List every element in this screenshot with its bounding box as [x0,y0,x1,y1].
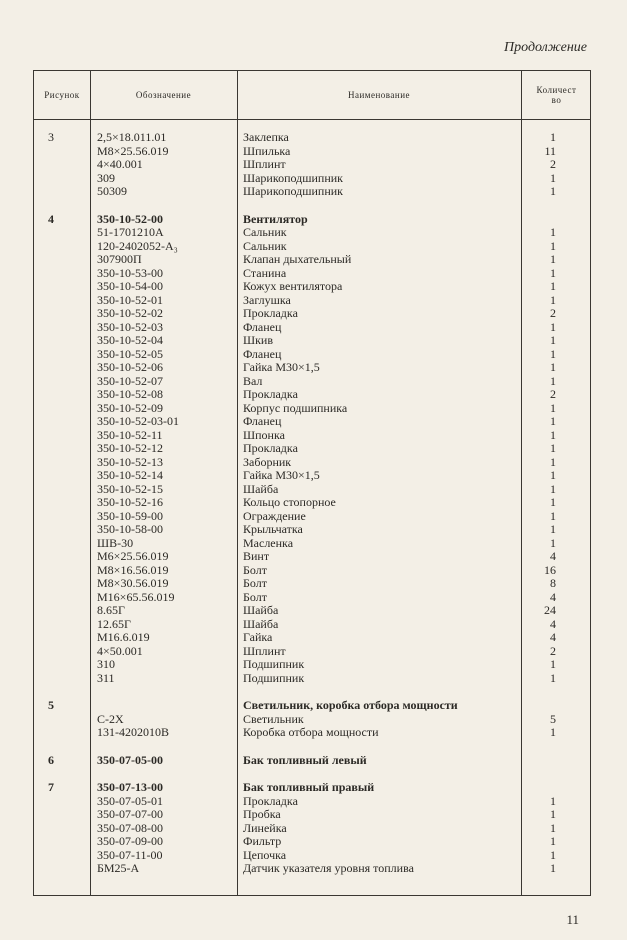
quantity-cell: 1 [550,508,556,523]
quantity-cell: 4 [550,549,556,563]
name-cell: Винт [243,549,270,563]
quantity-cell: 1 [550,414,556,428]
table-row [34,754,590,768]
designation-cell: 51-1701210А [97,225,164,239]
quantity-cell: 1 [550,820,556,835]
designation-cell: 350-10-54-00 [97,279,163,293]
table-row [34,429,590,443]
name-cell: Станина [243,265,287,280]
name-cell: Прокладка [243,306,298,320]
quantity-cell: 1 [550,333,556,347]
designation-cell: 131-4202010В [97,725,169,739]
name-cell: Заглушка [243,292,291,307]
table-row [34,294,590,308]
designation-cell: 350-07-11-00 [97,847,163,862]
designation-cell: 350-10-52-00 [97,211,163,226]
name-cell: Заборник [243,454,292,469]
designation-cell: 4×40.001 [97,157,143,171]
quantity-cell: 16 [544,562,556,577]
name-cell: Масленка [243,535,294,550]
quantity-cell: 1 [550,252,556,266]
table-row [34,172,590,186]
designation-cell: 350-10-59-00 [97,508,163,523]
table-row [34,483,590,497]
quantity-cell: 1 [550,847,556,862]
table-row [34,618,590,632]
table-row [34,645,590,659]
table-row [34,415,590,429]
name-cell: Клапан дыхательный [243,252,352,266]
designation-cell: М16.6.019 [97,630,150,644]
name-cell: Шайба [243,616,279,631]
quantity-cell: 1 [550,725,556,739]
table-row [34,564,590,578]
designation-cell: 350-10-52-06 [97,360,163,374]
designation-cell: 350-07-13-00 [97,780,163,794]
name-cell: Гайка М30×1,5 [243,360,320,374]
page-number: 11 [566,912,579,927]
name-cell: Прокладка [243,793,298,808]
name-cell: Подшипник [243,657,305,671]
quantity-cell: 1 [550,238,556,253]
name-cell: Болт [243,589,267,604]
figure-cell: 5 [48,698,54,712]
name-cell: Шарикоподшипник [243,184,344,198]
figure-cell: 4 [48,211,54,226]
table-row [34,862,590,876]
quantity-cell: 1 [550,225,556,239]
name-cell: Прокладка [243,387,298,401]
name-cell: Болт [243,562,267,577]
table-row [34,496,590,510]
table-row [34,713,590,727]
table-row [34,145,590,159]
quantity-cell: 1 [550,441,556,455]
quantity-cell: 1 [550,265,556,280]
quantity-cell: 1 [550,279,556,293]
quantity-cell: 1 [550,522,556,536]
designation-cell: 350-10-52-09 [97,400,163,415]
designation-cell: 350-10-52-07 [97,373,163,388]
name-cell: Шайба [243,603,279,617]
table-row [34,808,590,822]
header-figure: Рисунок [44,90,80,100]
table-row [34,672,590,686]
designation-cell: 307900П [97,252,142,266]
table-row [34,321,590,335]
name-cell: Светильник [243,711,304,726]
name-cell: Гайка [243,630,273,644]
quantity-cell: 1 [550,346,556,361]
name-cell: Подшипник [243,670,305,685]
name-cell: Сальник [243,238,287,253]
designation-cell: 350-10-52-03 [97,319,163,334]
table-row [34,131,590,145]
quantity-cell: 1 [550,657,556,671]
designation-cell: 350-10-52-16 [97,495,163,509]
designation-cell: 350-10-52-14 [97,468,163,482]
designation-cell: 350-07-09-00 [97,834,163,848]
quantity-cell: 2 [550,643,556,658]
table-row [34,226,590,240]
table-row [34,185,590,199]
quantity-cell: 4 [550,589,556,604]
name-cell: Бак топливный левый [243,752,367,767]
quantity-cell: 1 [550,793,556,808]
table-row [34,631,590,645]
designation-cell: 120-2402052-А₃ [97,238,178,253]
designation-cell: 50309 [97,184,127,198]
designation-cell: 350-10-52-01 [97,292,163,307]
quantity-cell: 24 [544,603,556,617]
table-row [34,591,590,605]
designation-cell: 4×50.001 [97,643,143,658]
quantity-cell: 1 [550,184,556,198]
designation-cell: 350-10-52-04 [97,333,163,347]
figure-cell: 7 [48,780,54,794]
header-divider [34,119,590,120]
designation-cell: М8×30.56.019 [97,576,169,590]
name-cell: Цепочка [243,847,287,862]
name-cell: Шайба [243,481,279,496]
designation-cell: 350-10-52-02 [97,306,163,320]
designation-cell: ШВ-30 [97,535,134,550]
header-quantity: Количество [536,85,577,105]
table-row [34,537,590,551]
name-cell: Заклепка [243,130,289,144]
designation-cell: 350-10-52-03-01 [97,414,179,428]
quantity-cell: 1 [550,481,556,496]
quantity-cell: 1 [550,670,556,685]
designation-cell: 310 [97,657,115,671]
quantity-cell: 1 [550,373,556,388]
name-cell: Шарикоподшипник [243,170,344,185]
designation-cell: 350-10-52-08 [97,387,163,401]
table-row [34,375,590,389]
name-cell: Пробка [243,807,281,821]
table-row [34,213,590,227]
designation-cell: 350-10-52-11 [97,427,163,442]
name-cell: Фланец [243,414,282,428]
designation-cell: М8×16.56.019 [97,562,169,577]
quantity-cell: 2 [550,157,556,171]
designation-cell: 350-10-52-12 [97,441,163,455]
table-row [34,726,590,740]
quantity-cell: 1 [550,319,556,334]
table-row [34,699,590,713]
quantity-cell: 1 [550,170,556,185]
name-cell: Шпонка [243,427,285,442]
name-cell: Вал [243,373,263,388]
designation-cell: 8.65Г [97,603,125,617]
name-cell: Шкив [243,333,274,347]
name-cell: Коробка отбора мощности [243,725,379,739]
table-row [34,781,590,795]
quantity-cell: 1 [550,292,556,307]
name-cell: Шплинт [243,157,286,171]
designation-cell: М8×25.56.019 [97,143,169,158]
name-cell: Ограждение [243,508,306,523]
designation-cell: 350-07-08-00 [97,820,163,835]
table-row [34,456,590,470]
table-row [34,822,590,836]
header-designation: Обозначение [135,90,192,100]
designation-cell: 309 [97,170,115,185]
parts-table [33,70,591,896]
header-name: Наименование [347,90,411,100]
figure-cell: 6 [48,752,54,767]
table-row [34,280,590,294]
table-row [34,240,590,254]
table-row [34,388,590,402]
name-cell: Корпус подшипника [243,400,348,415]
designation-cell: М6×25.56.019 [97,549,169,563]
designation-cell: 2,5×18.011.01 [97,130,167,144]
quantity-cell: 1 [550,360,556,374]
designation-cell: 350-10-53-00 [97,265,163,280]
designation-cell: 350-10-52-15 [97,481,163,496]
name-cell: Кожух вентилятора [243,279,343,293]
table-row [34,835,590,849]
name-cell: Прокладка [243,441,298,455]
designation-cell: 350-07-07-00 [97,807,163,821]
table-row [34,523,590,537]
quantity-cell: 2 [550,387,556,401]
quantity-cell: 1 [550,468,556,482]
quantity-cell: 4 [550,616,556,631]
quantity-cell: 2 [550,306,556,320]
quantity-cell: 1 [550,861,556,875]
quantity-cell: 4 [550,630,556,644]
name-cell: Кольцо стопорное [243,495,336,509]
table-row [34,348,590,362]
table-row [34,267,590,281]
name-cell: Сальник [243,225,287,239]
table-row [34,402,590,416]
name-cell: Фильтр [243,834,282,848]
table-row [34,604,590,618]
table-row [34,307,590,321]
designation-cell: 311 [97,670,115,685]
name-cell: Датчик указателя уровня топлива [243,861,414,875]
name-cell: Болт [243,576,267,590]
table-row [34,442,590,456]
designation-cell: 350-07-05-01 [97,793,163,808]
designation-cell: 350-10-52-13 [97,454,163,469]
designation-cell: С-2Х [97,711,124,726]
name-cell: Линейка [243,820,287,835]
quantity-cell: 1 [550,495,556,509]
name-cell: Бак топливный правый [243,780,375,794]
table-row [34,510,590,524]
table-row [34,253,590,267]
table-row [34,334,590,348]
name-cell: Шплинт [243,643,286,658]
table-row [34,361,590,375]
table-row [34,577,590,591]
name-cell: Фланец [243,346,282,361]
quantity-cell: 1 [550,400,556,415]
table-row [34,550,590,564]
table-row [34,469,590,483]
name-cell: Крыльчатка [243,522,303,536]
quantity-cell: 1 [550,130,556,144]
designation-cell: 350-07-05-00 [97,752,163,767]
designation-cell: 350-10-52-05 [97,346,163,361]
quantity-cell: 1 [550,834,556,848]
name-cell: Фланец [243,319,282,334]
table-row [34,158,590,172]
quantity-cell: 5 [550,711,556,726]
designation-cell: 350-10-58-00 [97,522,163,536]
name-cell: Светильник, коробка отбора мощности [243,698,458,712]
table-row [34,795,590,809]
quantity-cell: 1 [550,807,556,821]
quantity-cell: 8 [550,576,556,590]
name-cell: Шпилька [243,143,291,158]
designation-cell: 12.65Г [97,616,131,631]
name-cell: Вентилятор [243,211,308,226]
name-cell: Гайка М30×1,5 [243,468,320,482]
quantity-cell: 1 [550,454,556,469]
figure-cell: 3 [48,130,54,144]
quantity-cell: 11 [544,143,556,158]
table-row [34,849,590,863]
table-row [34,658,590,672]
designation-cell: БМ25-А [97,861,140,875]
continued-label: Продолжение [504,40,587,55]
quantity-cell: 1 [550,427,556,442]
designation-cell: М16×65.56.019 [97,589,175,604]
quantity-cell: 1 [550,535,556,550]
